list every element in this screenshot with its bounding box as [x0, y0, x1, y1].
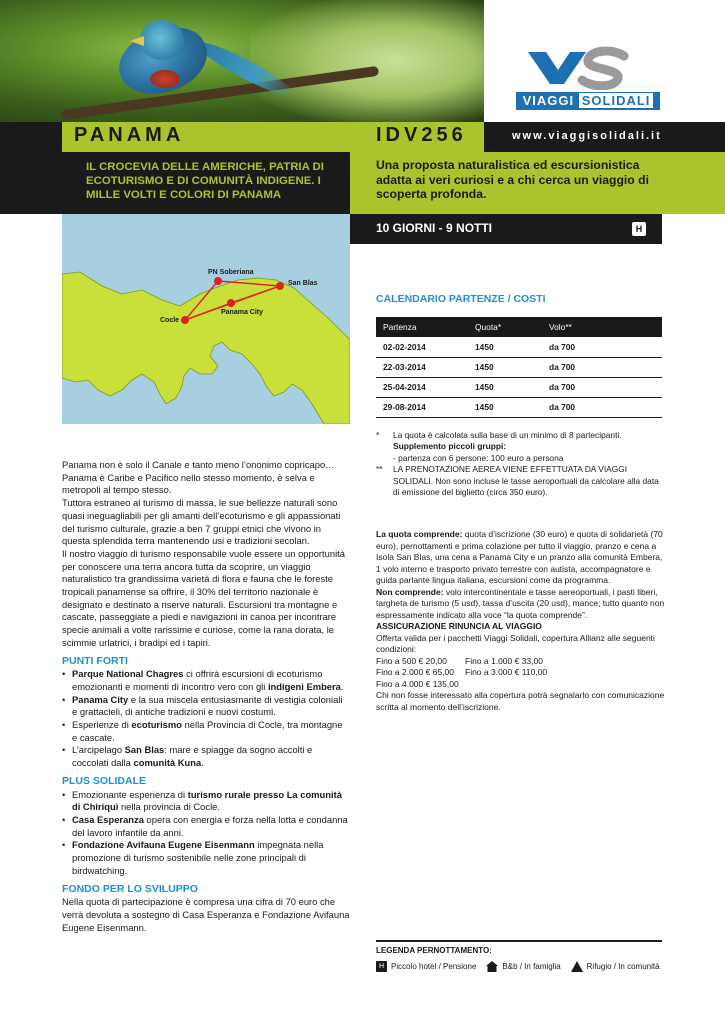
header-photo-quetzal	[0, 0, 484, 122]
list-item: • Casa Esperanza opera con energia e forza nella lotta e condanna del lavoro infantile da anni.	[62, 814, 350, 839]
table-row	[376, 397, 662, 417]
list-item: • Panama City e la sua miscela entusiasmante di vestigia coloniali e grattacieli, di antiche tradizioni e nuovi costumi.	[62, 694, 350, 719]
fondo-paragraph: Nella quota di partecipazione è compresa una cifra di 70 euro che verrà devoluta a sostegno di Casa Esperanza e Fondazione Avifauna Eugene Eisenmann.	[62, 896, 350, 933]
table-row	[376, 337, 662, 357]
trip-code: IDV256	[376, 124, 467, 146]
col-header: Partenza	[376, 317, 468, 337]
cell: da 700	[542, 337, 662, 357]
col-header: Volo**	[542, 317, 662, 337]
paragraph: Il nostro viaggio di turismo responsabile vuole essere un opportunità per conoscere una terra ancora tutta da scoprire, un viaggio naturalistico tra grandissima varietà di flora e fauna che le foreste tropicali panamense sa offrire, il 30% del territorio nazionale è designato e destinato a riserve naturali. Escursioni tra montagne e cascate, passeggiate a piedi e navigazioni in canoa per incontrare specie animali a volte rarissime e curiose, come la rana dorata, le scimmie urlatrici, i bradipi ed i tapiri.	[62, 547, 345, 648]
hut-icon	[571, 961, 583, 972]
cell: 22-03-2014	[376, 357, 468, 377]
hotel-icon: H	[632, 222, 646, 236]
page-title: PANAMA	[74, 124, 185, 146]
duration-text: 10 GIORNI - 9 NOTTI	[376, 221, 493, 235]
note-1-detail: - partenza con 6 persone: 100 euro a persona	[393, 452, 564, 463]
section-title-fondo: FONDO PER LO SVILUPPO	[62, 882, 198, 895]
list-item: • Esperienze di ecoturismo nella Provincia di Cocle, tra montagne e cascate.	[62, 719, 350, 744]
legend-title: LEGENDA PERNOTTAMENTO:	[376, 946, 492, 955]
list-item: • Fondazione Avifauna Eugene Eisenmann impegnata nella promozione di turismo sostenibile nelle zone principali di birdwatching.	[62, 839, 350, 877]
legend-row: H Piccolo hotel / Pensione B&b / In famiglia Rifugio / In comunità	[376, 961, 676, 972]
cell: 1450	[468, 397, 542, 417]
description-body	[62, 459, 350, 934]
table-header-row	[376, 317, 662, 337]
inclusions-block: La quota comprende: quota d’iscrizione (30 euro) e quota di solidarietà (70 euro), pernottamenti e prima colazione per tutto il viaggio, pranzo e cena a Isola San Blas, una cena a Panama City e un pranzo alla comunità Embera, 1 volo interno e trasporto privato terrestre con autista, accompagnatore e guida parlante lingua italiana, escursioni come da programma. Non comprende: volo intercontinentale e tasse aereoportuali, i pasti liberi, targheta de turismo (5 usd), tassa d’uscita (20 usd), mance; tutto quanto non espressamente indicato alla voce “la quota comprende”. ASSICURAZIONE RINUNCIA AL VIAGGIO Offerta valida per i pacchetti Viaggi Solidali, copertura Allianz alle seguenti condizioni: Fino a 500 € 20,00 Fino a 1.000 € 33,00 Fino a 2.000 € 65,00 Fino a 3.000 € 110,00 Fino a 4.000 € 135,00 Chi non fosse interessato alla copertura potrà segnalarlo con comunicazione scritta al momento dell’iscrizione.	[376, 529, 665, 712]
insurance-title: ASSICURAZIONE RINUNCIA AL VIAGGIO	[376, 621, 542, 631]
note-2: LA PRENOTAZIONE AEREA VIENE EFFETTUATA DA VIAGGI SOLIDALI. Non sono incluse le tasse aeroportuali da calcolare alla data di emissione del biglietto (circa 350 euro).	[393, 464, 659, 498]
cell: da 700	[542, 357, 662, 377]
section-title-plus: PLUS SOLIDALE	[62, 774, 147, 787]
cell: 1450	[468, 377, 542, 397]
ys-logo-icon	[524, 46, 634, 90]
map-label-soberiana: PN Soberiana	[208, 269, 254, 276]
list-item: • L’arcipelago San Blas: mare e spiagge da sogno accolti e coccolati dalla comunità Kuna.	[62, 744, 350, 769]
cell: da 700	[542, 397, 662, 417]
list-item: • Emozionante esperienza di turismo rurale presso La comunità di Chiriquì nella provincia di Cocle.	[62, 789, 350, 814]
subtitle-right: Una proposta naturalistica ed escursionistica adatta ai veri curiosi e a chi cerca un viaggio di scoperta profonda.	[376, 158, 649, 201]
route-map	[62, 214, 350, 424]
hotel-icon: H	[376, 961, 387, 972]
calendar-table	[376, 317, 662, 418]
map-label-san-blas: San Blas	[288, 280, 318, 287]
paragraph: Tuttora estraneo al turismo di massa, le sue bellezze naturali sono quasi ineguagliabili per gli amanti dell’ecoturismo e gli appassionati del turismo culturale, grazie a ben 7 gruppi etnici che vivono in questa splendida terra mantenendo usi e tradizioni secolari.	[62, 497, 341, 547]
website-link[interactable]: www.viaggisolidali.it	[512, 130, 662, 142]
price-notes: * La quota è calcolata sulla base di un minimo di 8 partecipanti. Supplemento piccoli gruppi: - partenza con 6 persone: 100 euro a persona ** LA PRENOTAZIONE AEREA VIENE EFFETTUATA DA VIAGGI SOLIDALI. Non sono incluse le tasse aeroportuali da calcolare alla data di emissione del biglietto (circa 350 euro).	[376, 430, 666, 498]
map-label-cocle: Cocle	[160, 317, 180, 324]
panama-map-icon	[62, 214, 350, 424]
home-icon	[486, 961, 498, 972]
cell: 1450	[468, 357, 542, 377]
section-title-punti: PUNTI FORTI	[62, 654, 128, 667]
note-1: La quota è calcolata sulla base di un minimo di 8 partecipanti.	[393, 430, 622, 440]
subtitle-left: IL CROCEVIA DELLE AMERICHE, PATRIA DI ECOTURISMO E DI COMUNITÀ INDIGENE. I MILLE VOLTI E COLORI DI PANAMA	[86, 161, 324, 201]
table-row	[376, 357, 662, 377]
band-left-strip	[0, 122, 62, 214]
cell: 02-02-2014	[376, 337, 468, 357]
logo-area	[484, 0, 725, 122]
list-item: • Parque National Chagres ci offrirà escursioni di ecoturismo emozionanti e momenti di incontro vero con gli indigeni Embera.	[62, 668, 350, 693]
cell: da 700	[542, 377, 662, 397]
cell: 1450	[468, 337, 542, 357]
note-1-supplement: Supplemento piccoli gruppi:	[393, 441, 507, 452]
legend-divider	[376, 940, 662, 942]
solidarity-list	[62, 789, 350, 878]
table-row	[376, 377, 662, 397]
col-header: Quota*	[468, 317, 542, 337]
cell: 29-08-2014	[376, 397, 468, 417]
logo-text: VIAGGI SOLIDALI	[516, 92, 660, 110]
calendar-title: CALENDARIO PARTENZE / COSTI	[376, 293, 546, 305]
intro-paragraph: Panama non è solo il Canale e tanto meno l’ononimo copricapo… Panama è Caribe e Pacifico nello stesso momento, è selva e metropoli al tempo stesso.	[62, 459, 335, 496]
highlights-list	[62, 668, 350, 770]
map-label-panama-city: Panama City	[221, 309, 264, 316]
cell: 25-04-2014	[376, 377, 468, 397]
